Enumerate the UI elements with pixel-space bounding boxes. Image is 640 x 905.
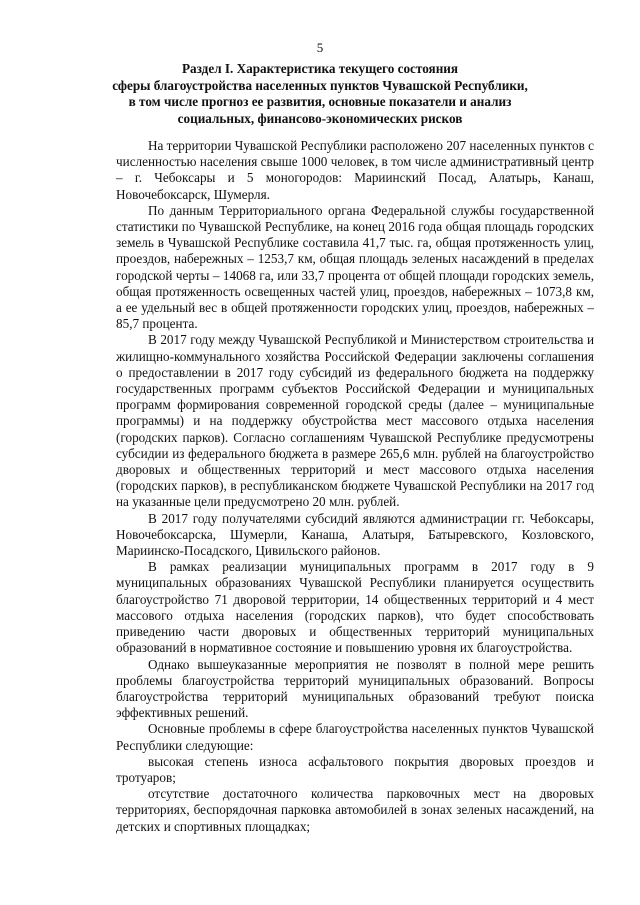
section-title-line: сферы благоустройства населенных пунктов Чувашской Республики, (112, 77, 528, 93)
paragraph: высокая степень износа асфальтового покрытия дворовых проездов и тротуаров; (116, 753, 594, 785)
page-number: 5 (316, 40, 324, 55)
section-title-line: в том числе прогноз ее развития, основные показатели и анализ (128, 94, 512, 109)
paragraph: В рамках реализации муниципальных программ в 2017 году в 9 муниципальных образованиях Чувашской Республики планируется осуществить благоустройство 71 дворовой территории, 14 общественных территорий и 4 мест массового отдыха населения (городских парков), что будет способствовать приведению части дворовых и общественных территорий муниципальных образований в нормативное состояние и повышению уровня их благоустройства. (116, 559, 594, 656)
paragraph: Однако вышеуказанные мероприятия не позволят в полной мере решить проблемы благоустройства территорий муниципальных образований. Вопросы благоустройства территорий муниципальных образований требуют поиска эффективных решений. (116, 656, 594, 721)
section-title-line: социальных, финансово-экономических рисков (177, 110, 463, 126)
section-title (95, 61, 545, 127)
paragraph: Основные проблемы в сфере благоустройства населенных пунктов Чувашской Республики следующие: (116, 721, 594, 753)
paragraph: В 2017 году между Чувашской Республикой и Министерством строительства и жилищно-коммунального хозяйства Российской Федерации заключены соглашения о предоставлении в 2017 году субсидий из федерального бюджета на поддержку государственных программ субъектов Российской Федерации и муниципальных программ формирования современной городской среды (далее – муниципальные программы) и на поддержку обустройства мест массового отдыха населения (городских парков). Согласно соглашениям Чувашской Республике предусмотрены субсидии из федерального бюджета в размере 265,6 млн. рублей на благоустройство дворовых и общественных территорий и мест массового отдыха населения (городских парков), в республиканском бюджете Чувашской Республики на 2017 год на указанные цели предусмотрено 20 млн. рублей. (116, 332, 594, 510)
paragraph: По данным Территориального органа Федеральной службы государственной статистики по Чувашской Республике, на конец 2016 года общая площадь городских земель в Чувашской Республике составила 41,7 тыс. га, общая протяженность улиц, проездов, набережных – 1253,7 км, общая площадь зеленых насаждений в пределах городской черты – 14068 га, или 33,7 процента от общей площади городских земель, общая протяженность освещенных частей улиц, проездов, набережных – 1073,8 км, а ее удельный вес в общей протяженности городских улиц, проездов, набережных – 85,7 процента. (116, 202, 594, 332)
document-body (116, 138, 594, 835)
section-title-line: Раздел I. Характеристика текущего состояния (181, 61, 459, 76)
paragraph: отсутствие достаточного количества парковочных мест на дворовых территориях, беспорядочная парковка автомобилей в зонах зеленых насаждений, на детских и спортивных площадках; (116, 786, 594, 834)
paragraph: В 2017 году получателями субсидий являются администрации гг. Чебоксары, Новочебоксарска, Шумерли, Канаша, Алатыря, Батыревского, Козловского, Мариинско-Посадского, Цивильского районов. (116, 510, 594, 559)
paragraph: На территории Чувашской Республики расположено 207 населенных пунктов с численностью населения свыше 1000 человек, в том числе административный центр – г. Чебоксары и 5 моногородов: Мариинский Посад, Алатырь, Канаш, Новочебоксарск, Шумерля. (116, 138, 594, 202)
